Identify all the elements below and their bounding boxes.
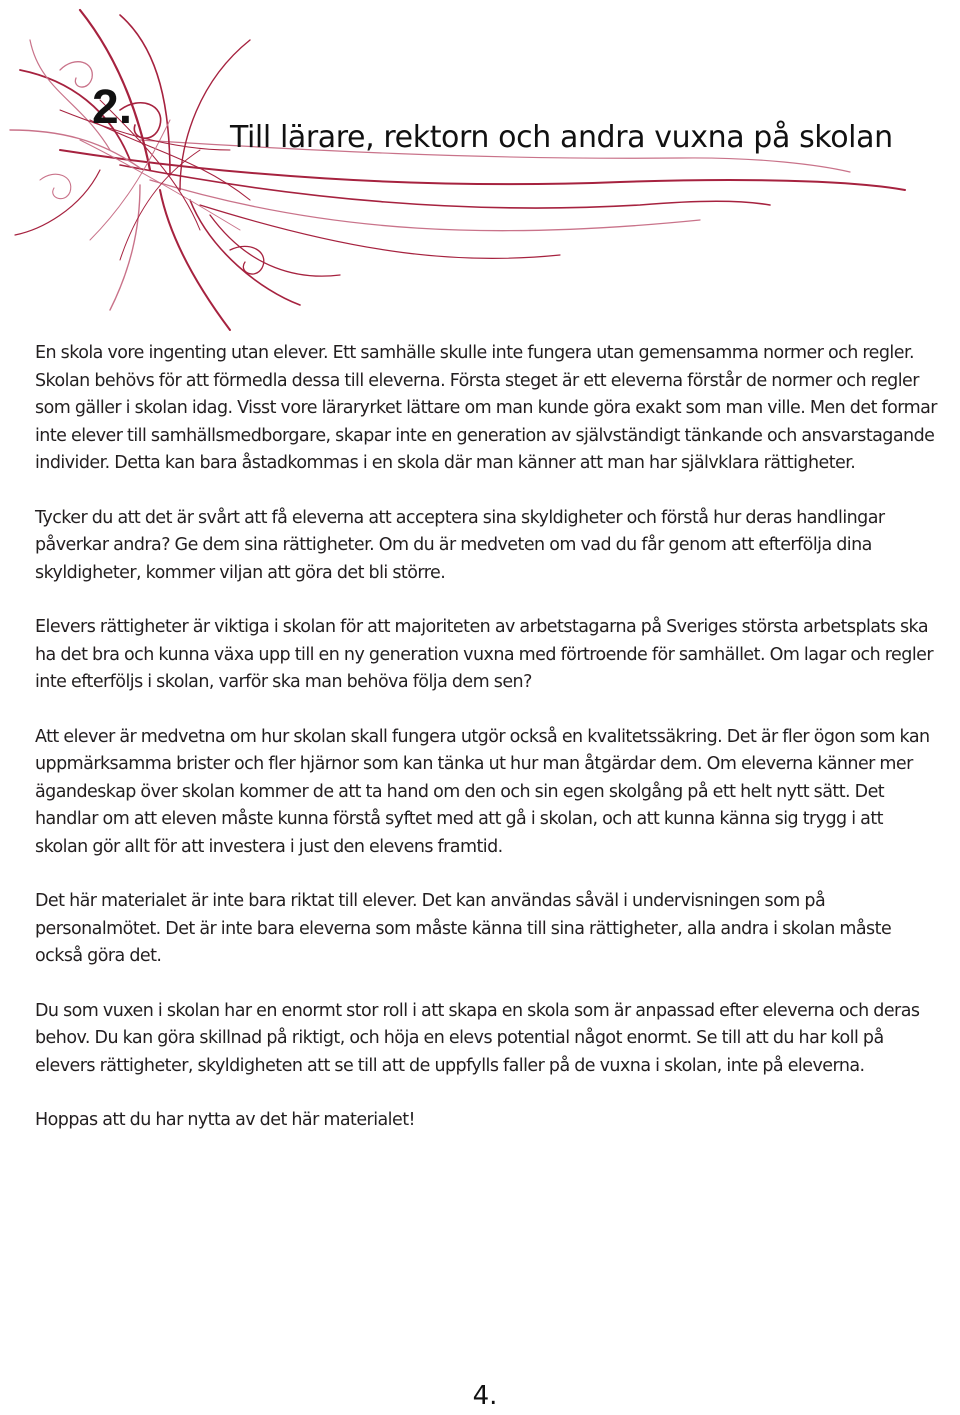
- swirl-ornament-icon: [0, 0, 960, 340]
- paragraph: Tycker du att det är svårt att få eleverna att acceptera sina skyldigheter och förstå hur deras handlingar påverkar andra? Ge dem sina rättigheter. Om du är medveten om vad du får genom att efterfölja dina skyldigheter, kommer viljan att göra det bli större.: [35, 507, 885, 583]
- page-title: Till lärare, rektorn och andra vuxna på skolan: [230, 120, 893, 155]
- paragraph: Hoppas att du har nytta av det här materialet!: [35, 1110, 415, 1130]
- page-number: 4.: [472, 1381, 498, 1411]
- paragraph: Det här materialet är inte bara riktat till elever. Det kan användas såväl i undervisningen som på personalmötet. Det är inte bara eleverna som måste känna till sina rättigheter, alla andra i skolan måste också göra det.: [35, 891, 892, 966]
- paragraph: Att elever är medvetna om hur skolan skall fungera utgör också en kvalitetssäkring. Det är fler ögon som kan uppmärksamma brister och fler hjärnor som kan tänka ut hur man åtgärdar dem. Om eleverna känner mer ägandeskap över skolan kommer de att ta hand om den och sin egen skolgång på ett helt nytt sätt. Det handlar om att eleven måste kunna förstå syftet med att gå i skolan, och att kunna känna sig trygg i att skolan gör allt för att investera i just den elevens framtid.: [35, 726, 930, 857]
- paragraph: En skola vore ingenting utan elever. Ett samhälle skulle inte fungera utan gemensamma normer och regler. Skolan behövs för att förmedla dessa till eleverna. Första steget är ett eleverna förstår de normer och regler som gäller i skolan idag. Visst vore läraryrket lättare om man kunde göra exakt som man ville. Men det formar inte elever till samhällsmedborgare, skapar inte en generation av självständigt tänkande och ansvarstagande individer. Detta kan bara åstadkommas i en skola där man känner att man har självklara rättigheter.: [35, 343, 937, 473]
- paragraph: Elevers rättigheter är viktiga i skolan för att majoriteten av arbetstagarna på Sveriges största arbetsplats ska ha det bra och kunna växa upp till en ny generation vuxna med förtroende för samhället. Om lagar och regler inte efterföljs i skolan, varför ska man behöva följa dem sen?: [35, 617, 933, 692]
- body-text: [35, 340, 940, 1162]
- paragraph: Du som vuxen i skolan har en enormt stor roll i att skapa en skola som är anpassad efter eleverna och deras behov. Du kan göra skillnad på riktigt, och höja en elevs potential något enormt. Se till att du har koll på elevers rättigheter, skyldigheten att se till att de uppfylls faller på de vuxna i skolan, inte på eleverna.: [35, 1000, 920, 1076]
- chapter-number: 2.: [92, 81, 133, 134]
